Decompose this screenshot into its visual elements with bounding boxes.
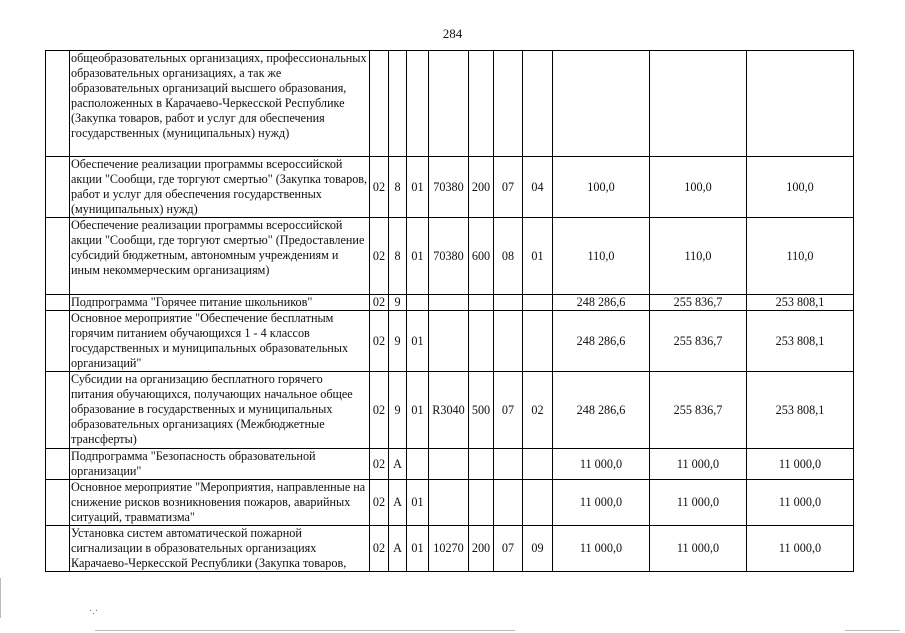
table-row (46, 311, 854, 372)
cell-vr (469, 51, 494, 157)
row-name: Основное мероприятие "Обеспечение бесплатным горячим питанием обучающихся 1 - 4 классов государственных и муниципальных образовательных организаций" (70, 311, 370, 372)
cell-y2: 11 000,0 (650, 480, 747, 526)
table-row (46, 480, 854, 526)
cell-pp: 9 (389, 372, 407, 449)
cell-y1: 248 286,6 (553, 295, 650, 311)
cell-pr (523, 480, 553, 526)
cell-rz: 07 (494, 157, 523, 218)
cell-y2: 100,0 (650, 157, 747, 218)
cell-y3: 253 808,1 (747, 372, 854, 449)
cell-y3: 253 808,1 (747, 311, 854, 372)
lead-cell (46, 157, 70, 218)
cell-gr (370, 51, 389, 157)
cell-y1 (553, 51, 650, 157)
lead-cell (46, 372, 70, 449)
cell-om: 01 (407, 311, 429, 372)
cell-y1: 11 000,0 (553, 480, 650, 526)
cell-code (429, 311, 469, 372)
cell-rz (494, 311, 523, 372)
cell-y1: 11 000,0 (553, 526, 650, 572)
lead-cell (46, 51, 70, 157)
scan-bottom-line-right (845, 630, 900, 631)
cell-om: 01 (407, 526, 429, 572)
row-name: Обеспечение реализации программы всероссийской акции "Сообщи, где торгуют смертью" (Закупка товаров, работ и услуг для обеспечения государственных (муниципальных) нужд) (70, 157, 370, 218)
scan-specks: ·.· (89, 606, 99, 617)
cell-gr: 02 (370, 449, 389, 480)
cell-rz (494, 51, 523, 157)
cell-pr (523, 311, 553, 372)
cell-vr (469, 311, 494, 372)
cell-y2: 255 836,7 (650, 311, 747, 372)
row-name: Подпрограмма "Безопасность образовательной организации" (70, 449, 370, 480)
cell-vr: 600 (469, 218, 494, 295)
cell-code (429, 480, 469, 526)
table-row (46, 51, 854, 157)
table-row (46, 449, 854, 480)
cell-y1: 110,0 (553, 218, 650, 295)
cell-code: R3040 (429, 372, 469, 449)
cell-rz (494, 449, 523, 480)
cell-om: 01 (407, 372, 429, 449)
cell-pp: А (389, 526, 407, 572)
budget-table (45, 50, 854, 572)
table-row (46, 372, 854, 449)
cell-gr: 02 (370, 295, 389, 311)
cell-pp: 8 (389, 218, 407, 295)
page-number: 284 (442, 26, 463, 41)
row-name: Обеспечение реализации программы всероссийской акции "Сообщи, где торгуют смертью" (Предоставление субсидий бюджетным, автономным учреждениям и иным некоммерческим организациям) (70, 218, 370, 295)
lead-cell (46, 218, 70, 295)
cell-vr: 500 (469, 372, 494, 449)
cell-y2: 11 000,0 (650, 449, 747, 480)
lead-cell (46, 295, 70, 311)
cell-y1: 248 286,6 (553, 372, 650, 449)
table-row (46, 157, 854, 218)
row-name: Подпрограмма "Горячее питание школьников" (70, 295, 370, 311)
cell-y3 (747, 51, 854, 157)
row-name: Субсидии на организацию бесплатного горячего питания обучающихся, получающих начальное общее образование в государственных и муниципальных образовательных организациях (Межбюджетные трансферты) (70, 372, 370, 449)
cell-pp: А (389, 480, 407, 526)
row-name: Установка систем автоматической пожарной сигнализации в образовательных организациях Карачаево-Черкесской Республики (Закупка товаров, (70, 526, 370, 572)
lead-cell (46, 449, 70, 480)
cell-code (429, 449, 469, 480)
cell-gr: 02 (370, 480, 389, 526)
cell-vr (469, 295, 494, 311)
cell-y2: 255 836,7 (650, 295, 747, 311)
scan-edge-line (0, 578, 1, 618)
cell-y3: 11 000,0 (747, 449, 854, 480)
cell-om (407, 51, 429, 157)
table-row (46, 295, 854, 311)
cell-code: 70380 (429, 218, 469, 295)
cell-pr: 04 (523, 157, 553, 218)
cell-pp: 9 (389, 311, 407, 372)
cell-pp: 9 (389, 295, 407, 311)
row-name: общеобразовательных организациях, профессиональных образовательных организациях, а так же образовательных организаций высшего образования, расположенных в Карачаево-Черкесской Республике (Закупка товаров, работ и услуг для обеспечения государственных (муниципальных) нужд) (70, 51, 370, 157)
cell-gr: 02 (370, 526, 389, 572)
cell-pr: 01 (523, 218, 553, 295)
cell-y1: 248 286,6 (553, 311, 650, 372)
cell-rz: 08 (494, 218, 523, 295)
cell-vr: 200 (469, 157, 494, 218)
cell-y3: 100,0 (747, 157, 854, 218)
cell-code: 10270 (429, 526, 469, 572)
cell-pp: 8 (389, 157, 407, 218)
lead-cell (46, 526, 70, 572)
cell-vr (469, 480, 494, 526)
cell-rz: 07 (494, 526, 523, 572)
cell-om (407, 449, 429, 480)
cell-pr: 02 (523, 372, 553, 449)
cell-pp (389, 51, 407, 157)
cell-om (407, 295, 429, 311)
cell-pr (523, 449, 553, 480)
cell-y3: 110,0 (747, 218, 854, 295)
lead-cell (46, 311, 70, 372)
cell-y2: 110,0 (650, 218, 747, 295)
cell-pr (523, 51, 553, 157)
cell-y3: 253 808,1 (747, 295, 854, 311)
cell-om: 01 (407, 157, 429, 218)
table-row (46, 218, 854, 295)
cell-rz (494, 480, 523, 526)
row-name: Основное мероприятие "Мероприятия, направленные на снижение рисков возникновения пожаров, аварийных ситуаций, травматизма" (70, 480, 370, 526)
cell-om: 01 (407, 480, 429, 526)
cell-y2: 11 000,0 (650, 526, 747, 572)
lead-cell (46, 480, 70, 526)
cell-rz (494, 295, 523, 311)
cell-code: 70380 (429, 157, 469, 218)
cell-gr: 02 (370, 311, 389, 372)
cell-gr: 02 (370, 157, 389, 218)
cell-y3: 11 000,0 (747, 526, 854, 572)
cell-vr (469, 449, 494, 480)
table-row (46, 526, 854, 572)
scan-bottom-line (95, 630, 515, 631)
cell-y3: 11 000,0 (747, 480, 854, 526)
cell-pp: А (389, 449, 407, 480)
cell-code (429, 295, 469, 311)
cell-y2: 255 836,7 (650, 372, 747, 449)
cell-gr: 02 (370, 218, 389, 295)
cell-pr (523, 295, 553, 311)
cell-code (429, 51, 469, 157)
cell-y1: 11 000,0 (553, 449, 650, 480)
cell-gr: 02 (370, 372, 389, 449)
cell-om: 01 (407, 218, 429, 295)
cell-y1: 100,0 (553, 157, 650, 218)
cell-vr: 200 (469, 526, 494, 572)
cell-rz: 07 (494, 372, 523, 449)
cell-pr: 09 (523, 526, 553, 572)
cell-y2 (650, 51, 747, 157)
